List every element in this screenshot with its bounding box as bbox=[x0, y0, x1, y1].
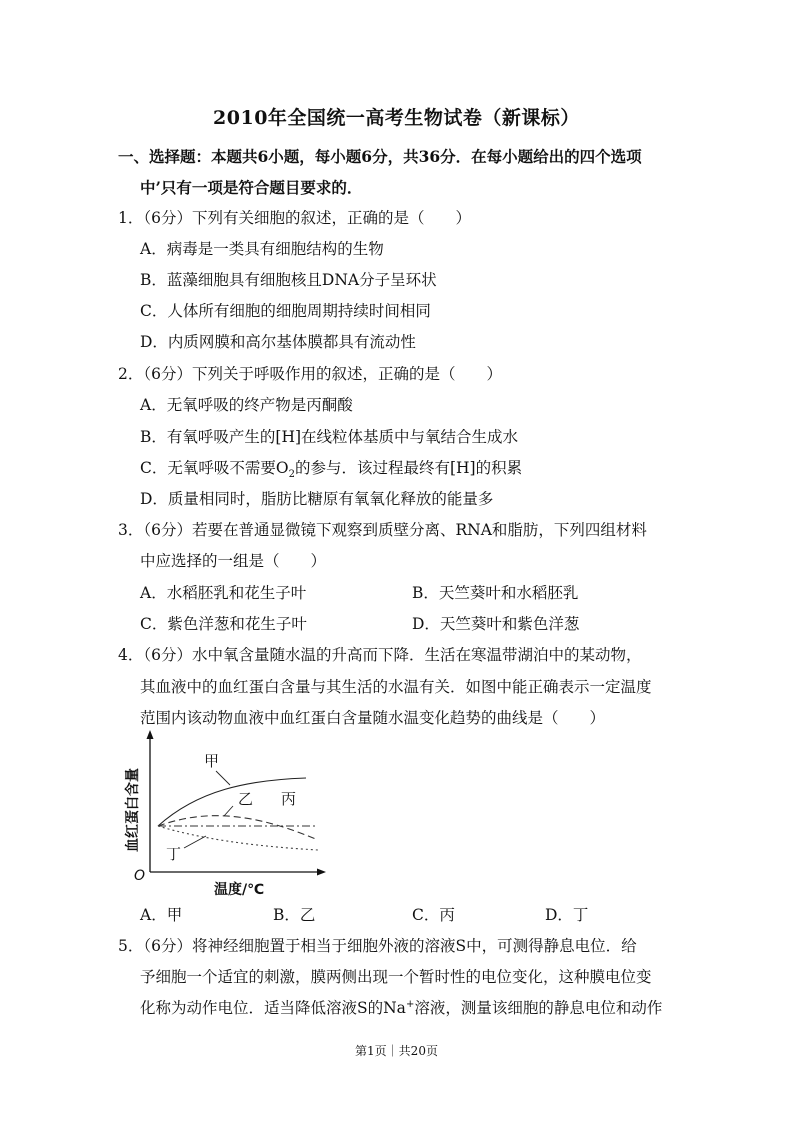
question-5-stem-line1: 5．（6分）将神经细胞置于相当于细胞外液的溶液S中，可测得静息电位．给 bbox=[118, 937, 637, 955]
q2c-post: 的参与．该过程最终有[H]的积累 bbox=[294, 459, 523, 477]
origin-label: O bbox=[134, 868, 146, 884]
y-axis-label: 血红蛋白含量 bbox=[125, 768, 141, 852]
question-5-stem-line3 bbox=[140, 996, 662, 1018]
question-3-stem-line1: 3．（6分）若要在普通显微镜下观察到质壁分离、RNA和脂肪，下列四组材料 bbox=[118, 521, 647, 539]
question-2-option-c bbox=[140, 456, 522, 480]
curve-ding bbox=[158, 826, 318, 850]
q5-line3-pre: 化称为动作电位．适当降低溶液S的Na bbox=[140, 999, 406, 1017]
hemoglobin-temperature-figure bbox=[118, 728, 328, 898]
page-footer: 第1页｜共20页 bbox=[355, 1044, 438, 1058]
question-4-stem-line2: 其血液中的血红蛋白含量与其生活的水温有关．如图中能正确表示一定温度 bbox=[140, 678, 652, 696]
question-3-option-c: C．紫色洋葱和花生子叶 bbox=[140, 615, 307, 633]
question-4-option-d: D．丁 bbox=[545, 906, 589, 924]
question-1-option-c: C．人体所有细胞的细胞周期持续时间相同 bbox=[140, 302, 431, 320]
question-2-option-d: D．质量相同时，脂肪比糖原有氧氧化释放的能量多 bbox=[140, 490, 494, 508]
curve-yi bbox=[158, 816, 318, 840]
question-2-option-a: A．无氧呼吸的终产物是丙酮酸 bbox=[140, 396, 353, 414]
section-heading-line1: 一、选择题：本题共6小题，每小题6分，共36分．在每小题给出的四个选项 bbox=[118, 147, 642, 166]
curve-label-bing: 丙 bbox=[281, 790, 297, 808]
question-1-option-d: D．内质网膜和高尔基体膜都具有流动性 bbox=[140, 333, 416, 351]
question-4-option-c: C．丙 bbox=[412, 906, 455, 924]
question-1-stem: 1．（6分）下列有关细胞的叙述，正确的是（ ） bbox=[118, 209, 471, 227]
question-2-stem: 2．（6分）下列关于呼吸作用的叙述，正确的是（ ） bbox=[118, 365, 502, 383]
q5-line3-post: 溶液，测量该细胞的静息电位和动作 bbox=[414, 999, 663, 1017]
curve-label-yi: 乙 bbox=[238, 790, 254, 808]
question-1-option-b: B．蓝藻细胞具有细胞核且DNA分子呈环状 bbox=[140, 271, 437, 289]
label-pointer-jia bbox=[216, 771, 230, 785]
question-3-option-a: A．水稻胚乳和花生子叶 bbox=[140, 584, 307, 602]
x-axis-label: 温度/℃ bbox=[214, 882, 265, 898]
question-3-stem-line2: 中应选择的一组是（ ） bbox=[140, 552, 327, 570]
section-heading-line2: 中’只有一项是符合题目要求的． bbox=[140, 178, 363, 197]
question-5-stem-line2: 予细胞一个适宜的刺激，膜两侧出现一个暂时性的电位变化，这种膜电位变 bbox=[140, 968, 652, 986]
question-4-stem-line1: 4．（6分）水中氧含量随水温的升高而下降．生活在寒温带湖泊中的某动物， bbox=[118, 646, 642, 664]
curve-label-jia: 甲 bbox=[204, 752, 220, 770]
q5-line3-superscript: + bbox=[405, 998, 415, 1010]
curve-label-ding: 丁 bbox=[166, 845, 182, 863]
label-pointer-yi bbox=[224, 806, 233, 816]
question-4-stem-line3: 范围内该动物血液中血红蛋白含量随水温变化趋势的曲线是（ ） bbox=[140, 709, 606, 727]
question-4-option-a: A．甲 bbox=[140, 906, 183, 924]
label-pointer-ding bbox=[184, 836, 206, 848]
question-3-option-b: B．天竺葵叶和水稻胚乳 bbox=[412, 584, 579, 602]
y-axis-arrow bbox=[147, 730, 154, 739]
question-1-option-a: A．病毒是一类具有细胞结构的生物 bbox=[140, 240, 384, 258]
question-2-option-b: B．有氧呼吸产生的[H]在线粒体基质中与氧结合生成水 bbox=[140, 428, 519, 446]
q2c-subscript: 2 bbox=[288, 469, 295, 481]
x-axis-arrow bbox=[317, 869, 326, 876]
question-4-option-b: B．乙 bbox=[273, 906, 316, 924]
q2c-pre: C．无氧呼吸不需要O bbox=[140, 459, 289, 477]
page-title: 2010年全国统一高考生物试卷（新课标） bbox=[213, 107, 580, 129]
question-3-option-d: D．天竺葵叶和紫色洋葱 bbox=[412, 615, 580, 633]
